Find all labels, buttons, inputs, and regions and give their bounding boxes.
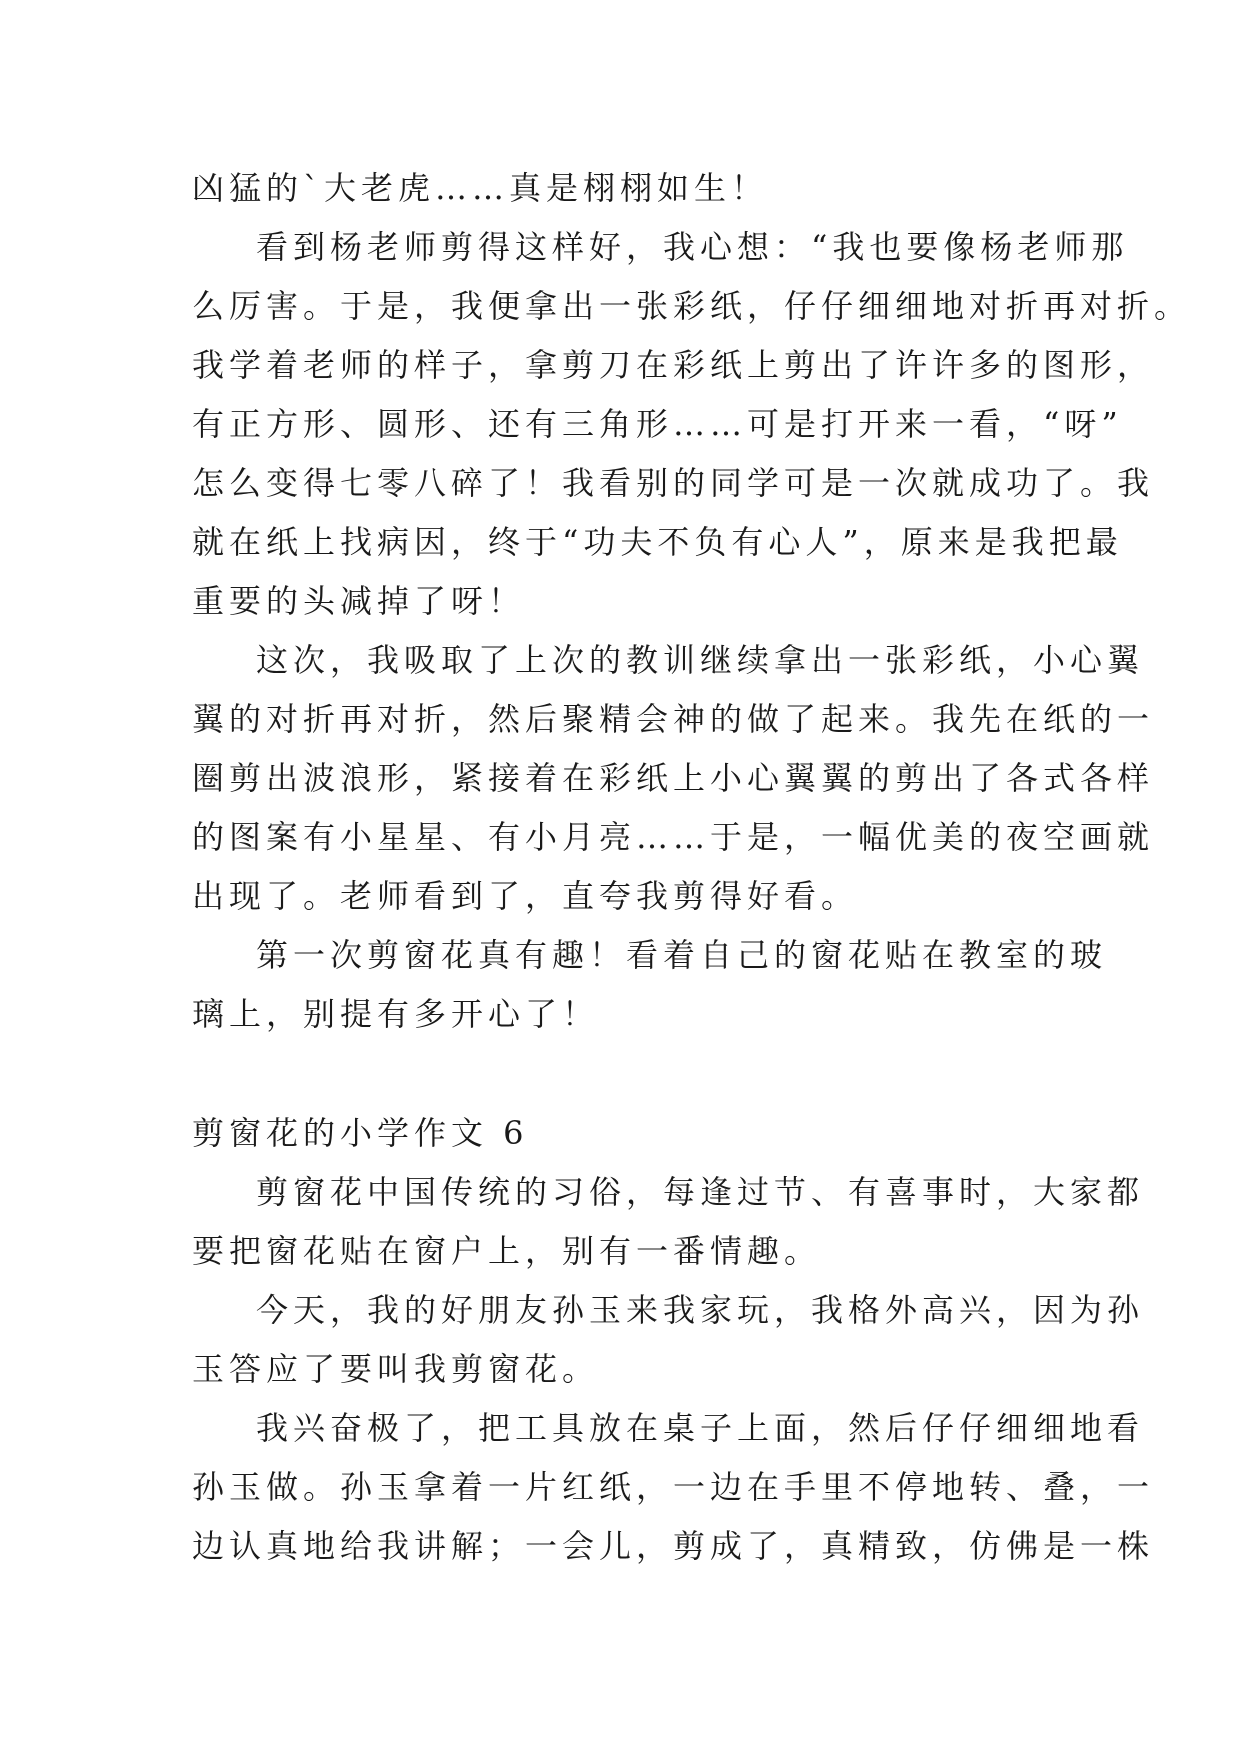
text-line: 有正方形、圆形、还有三角形……可是打开来一看，“呀” [192, 405, 1123, 443]
text-line: 怎么变得七零八碎了！我看别的同学可是一次就成功了。我 [192, 464, 1155, 502]
text-line: 重要的头减掉了呀！ [192, 582, 526, 620]
text-line: 玉答应了要叫我剪窗花。 [192, 1350, 600, 1388]
text-line: 么厉害。于是，我便拿出一张彩纸，仔仔细细地对折再对折。 [192, 287, 1192, 325]
paragraph-first-line: 这次，我吸取了上次的教训继续拿出一张彩纸，小心翼 [256, 641, 1145, 679]
text-line: 我学着老师的样子，拿剪刀在彩纸上剪出了许许多的图形， [192, 346, 1155, 384]
paragraph-first-line: 我兴奋极了，把工具放在桌子上面，然后仔仔细细地看 [256, 1409, 1145, 1447]
text-line: 的图案有小星星、有小月亮……于是，一幅优美的夜空画就 [192, 818, 1155, 856]
text-line: 出现了。老师看到了，直夸我剪得好看。 [192, 877, 859, 915]
paragraph-first-line: 今天，我的好朋友孙玉来我家玩，我格外高兴，因为孙 [256, 1291, 1145, 1329]
text-line: 翼的对折再对折，然后聚精会神的做了起来。我先在纸的一 [192, 700, 1155, 738]
section-heading: 剪窗花的小学作文 6 [192, 1114, 529, 1152]
paragraph-first-line: 看到杨老师剪得这样好，我心想：“我也要像杨老师那 [256, 228, 1129, 266]
paragraph-first-line: 剪窗花中国传统的习俗，每逢过节、有喜事时，大家都 [256, 1173, 1145, 1211]
text-line: 孙玉做。孙玉拿着一片红纸，一边在手里不停地转、叠，一 [192, 1468, 1155, 1506]
paragraph-first-line: 第一次剪窗花真有趣！看着自己的窗花贴在教室的玻 [256, 936, 1108, 974]
text-line: 璃上，别提有多开心了！ [192, 995, 600, 1033]
text-line: 就在纸上找病因，终于“功夫不负有心人”，原来是我把最 [192, 523, 1123, 561]
text-line: 边认真地给我讲解；一会儿，剪成了，真精致，仿佛是一株 [192, 1527, 1155, 1565]
text-line: 凶猛的`大老虎……真是栩栩如生！ [192, 169, 769, 207]
text-line: 要把窗花贴在窗户上，别有一番情趣。 [192, 1232, 822, 1270]
text-line: 圈剪出波浪形，紧接着在彩纸上小心翼翼的剪出了各式各样 [192, 759, 1155, 797]
